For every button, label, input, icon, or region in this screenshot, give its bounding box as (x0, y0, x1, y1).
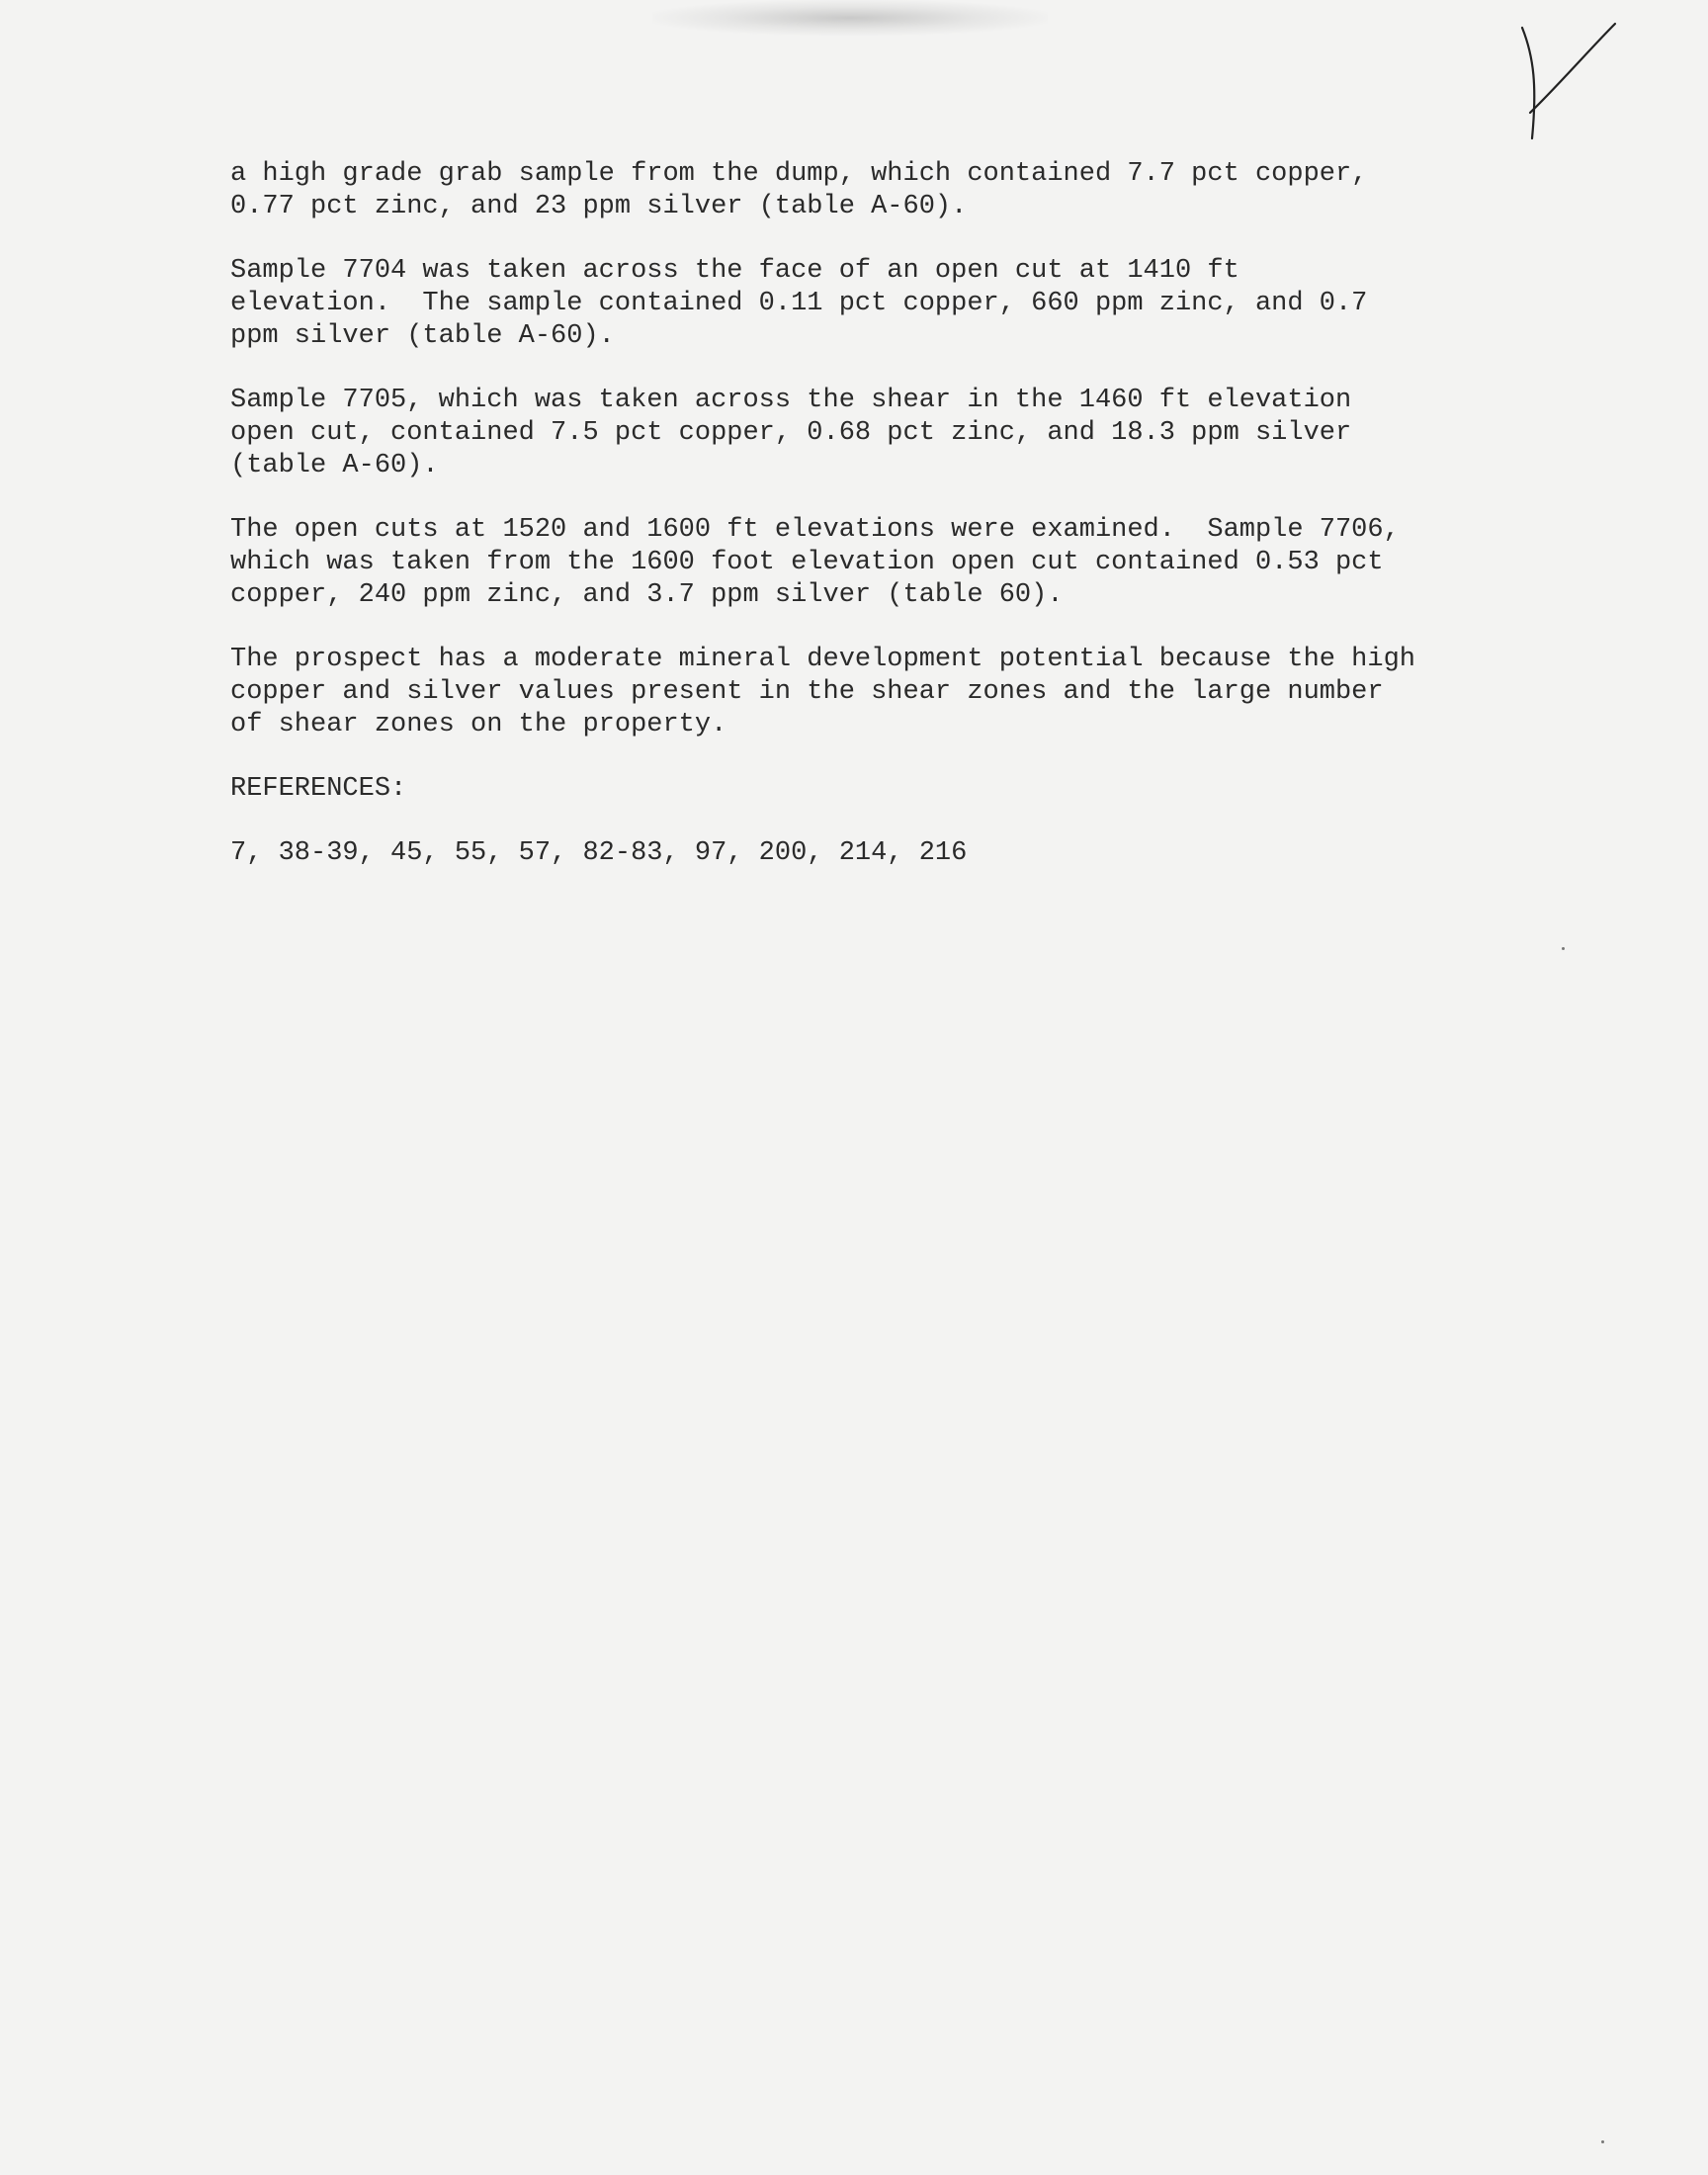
text-line: The prospect has a moderate mineral development potential because the high (230, 645, 1415, 674)
paragraph-potential (230, 644, 1495, 741)
text-line: Sample 7705, which was taken across the shear in the 1460 ft elevation (230, 386, 1352, 415)
text-line: Sample 7704 was taken across the face of an open cut at 1410 ft (230, 256, 1239, 286)
text-line: copper, 240 ppm zinc, and 3.7 ppm silver (table 60). (230, 580, 1064, 610)
scan-speck (1601, 2140, 1604, 2143)
handwritten-check-mark (1512, 18, 1621, 146)
paragraph-sample-7706 (230, 514, 1495, 612)
text-line: The open cuts at 1520 and 1600 ft elevations were examined. Sample 7706, (230, 515, 1400, 545)
paragraph-sample-7705 (230, 385, 1495, 482)
text-line: which was taken from the 1600 foot elevation open cut contained 0.53 pct (230, 548, 1384, 577)
text-line: copper and silver values present in the shear zones and the large number (230, 677, 1384, 707)
text-line: a high grade grab sample from the dump, which contained 7.7 pct copper, (230, 159, 1368, 189)
paragraph-sample-7704 (230, 255, 1495, 353)
text-line: open cut, contained 7.5 pct copper, 0.68 pct zinc, and 18.3 ppm silver (230, 418, 1352, 448)
scan-smudge (652, 0, 1048, 36)
text-line: of shear zones on the property. (230, 710, 727, 740)
scan-speck (1562, 947, 1565, 950)
references-list (230, 837, 1495, 870)
text-line: ppm silver (table A-60). (230, 321, 615, 351)
document-body (230, 158, 1495, 902)
text-line: 0.77 pct zinc, and 23 ppm silver (table A-60). (230, 192, 968, 221)
text-line: elevation. The sample contained 0.11 pct copper, 660 ppm zinc, and 0.7 (230, 289, 1368, 318)
references-heading (230, 773, 1495, 806)
paragraph-dump-sample (230, 158, 1495, 223)
references-heading-text: REFERENCES: (230, 774, 407, 804)
references-list-text: 7, 38-39, 45, 55, 57, 82-83, 97, 200, 214, 216 (230, 838, 968, 868)
text-line: (table A-60). (230, 451, 439, 480)
